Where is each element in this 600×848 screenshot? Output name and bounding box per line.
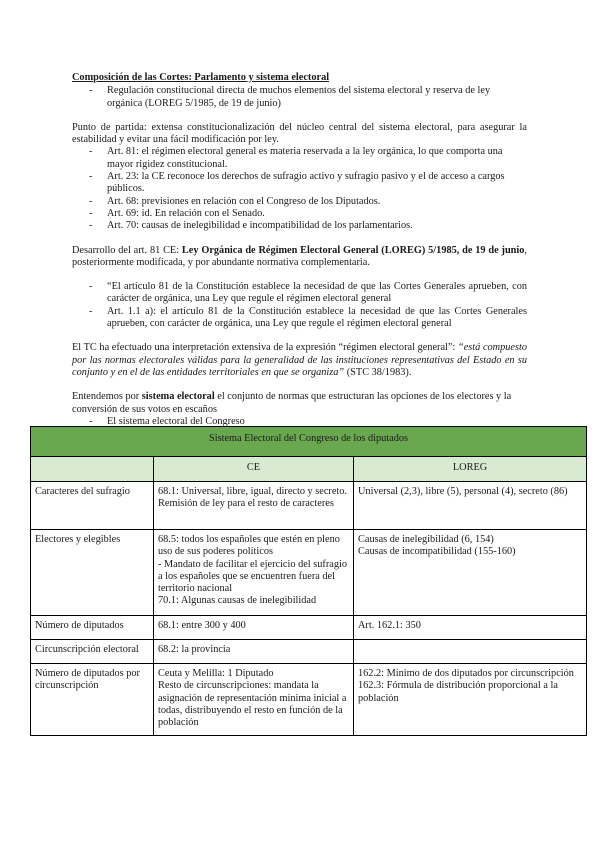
row-label: Número de diputados [31,616,154,640]
list-item: - Art. 68: previsiones en relación con el Congreso de los Diputados. [72,196,527,208]
table-row [31,530,587,616]
list-item: - Art. 23: la CE reconoce los derechos de sufragio activo y sufragio pasivo y el de acceso a cargos públicos. [72,171,527,196]
table-row [31,482,587,530]
list-item: - Art. 70: causas de inelegibilidad e incompatibilidad de los parlamentarios. [72,220,527,232]
section-title: Composición de las Cortes: Parlamento y sistema electoral [72,72,330,83]
tc-quote: “está compuesto por las normas electorales válidas para la generalidad de las instituciones representativas del Estado en su conjunto y en el de las entidades territoriales en que se organiza” [72,342,527,378]
paragraph-desarrollo: Desarrollo del art. 81 CE: Ley Orgánica de Régimen Electoral General (LOREG) 5/1985, de 19 de junio, posteriormente modificada, y por abundante normativa complementaria. [72,244,527,268]
table-row [31,664,587,736]
list-item: - El sistema electoral del Congreso [72,416,527,428]
paragraph-punto-de-partida: Punto de partida: extensa constitucionalización del núcleo central del sistema electoral, para asegurar la estabilidad y evitar una fácil modificación por ley. [72,121,527,146]
cell-ce: 68.1: entre 300 y 400 [154,616,354,640]
cell-ce: 68.1: Universal, libre, igual, directo y secreto. Remisión de ley para el resto de caracteres [154,482,354,530]
paragraph-tc: El TC ha efectuado una interpretación extensiva de la expresión “régimen electoral general”: “está compuesto por las normas electorales válidas para la generalidad de las instituciones representativas del Estado en su conjunto y en el de las entidades territoriales en que se organiza” (STC 38/1983). [72,342,527,378]
list-item: - Regulación constitucional directa de muchos elementos del sistema electoral y reserva de ley orgánica (LOREG 5/1985, de 19 de junio) [72,85,527,110]
cell-ce: 68.5: todos los españoles que estén en pleno uso de sus poderes políticos - Mandato de facilitar el ejercicio del sufragio a los españoles que se encuentren fuera del territorio nacional 70.1: Algunas causas de inelegibilidad [154,530,354,616]
cell-loreg: Causas de inelegibilidad (6, 154) Causas de incompatibilidad (155-160) [354,530,587,616]
cell-loreg: 162.2: Mínimo de dos diputados por circunscripción 162.3: Fórmula de distribución proporcional a la población [354,664,587,736]
section3-list [72,281,527,330]
cell-ce: Ceuta y Melilla: 1 Diputado Resto de circunscripciones: mandata la asignación de representación mínima inicial a todas, distribuyendo el resto en función de la población [154,664,354,736]
cell-loreg: Art. 162.1: 350 [354,616,587,640]
table-header-ce: CE [154,457,354,482]
row-label: Electores y elegibles [31,530,154,616]
table-header-loreg: LOREG [354,457,587,482]
section1-list [72,85,527,110]
row-label: Número de diputados por circunscripción [31,664,154,736]
list-item: - Art. 69: id. En relación con el Senado. [72,208,527,220]
paragraph-sistema-electoral: Entendemos por sistema electoral el conjunto de normas que estructuran las opciones de los electores y la conversión de sus votos en escaños [72,391,512,415]
law-name: Ley Orgánica de Régimen Electoral General (LOREG) 5/1985, de 19 de junio [181,244,525,256]
row-label: Caracteres del sufragio [31,482,154,530]
table-header-empty [31,457,154,482]
cell-loreg: Universal (2,3), libre (5), personal (4), secreto (86) [354,482,587,530]
list-item: - “El artículo 81 de la Constitución establece la necesidad de que las Cortes Generales aprueben, con carácter de orgánica, una Ley que regule el régimen electoral general [72,281,527,306]
electoral-system-table [30,426,587,736]
table-row [31,640,587,664]
list-item: - Art. 1.1 a): el artículo 81 de la Constitución establece la necesidad de que las Cortes Generales aprueben, con carácter de orgánica, una Ley que regule el régimen electoral general [72,306,527,331]
table-row [31,616,587,640]
table-caption: Sistema Electoral del Congreso de los diputados [31,427,587,457]
term-sistema-electoral: sistema electoral [141,391,215,403]
cell-loreg [354,640,587,664]
cell-ce: 68.2: la provincia [154,640,354,664]
list-item: - Art. 81: el régimen electoral general es materia reservada a la ley orgánica, lo que comporta una mayor rigidez constitucional. [72,146,527,171]
section2-list [72,146,527,232]
document-body [72,72,527,428]
row-label: Circunscripción electoral [31,640,154,664]
